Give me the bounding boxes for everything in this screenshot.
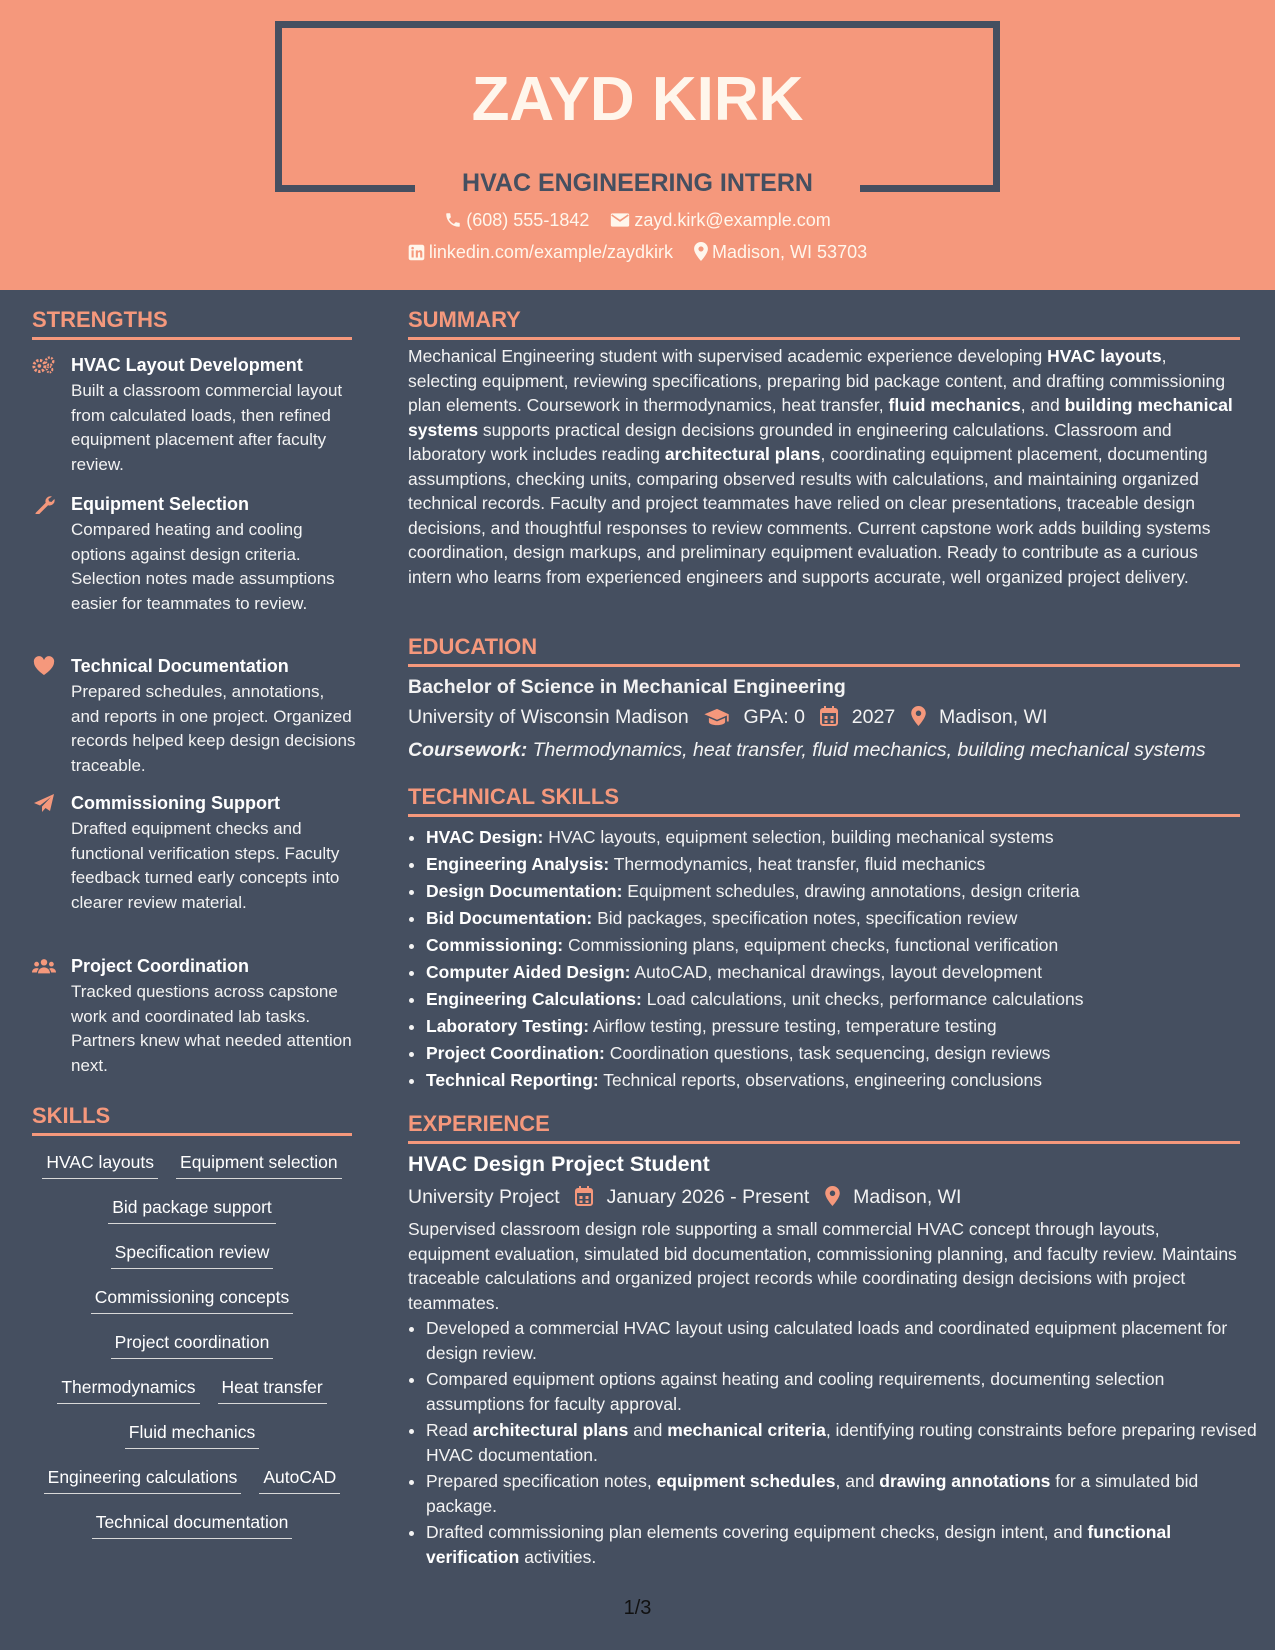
technical-skill-value: Thermodynamics, heat transfer, fluid mechanics bbox=[609, 854, 986, 874]
users-icon bbox=[32, 956, 56, 976]
education-heading: EDUCATION bbox=[408, 634, 538, 659]
strength-title: Technical Documentation bbox=[71, 656, 289, 676]
bold-keyword: mechanical criteria bbox=[667, 1420, 826, 1440]
technical-skill-item bbox=[426, 986, 1258, 1013]
skill-chip: Specification review bbox=[111, 1240, 274, 1269]
resume-header bbox=[0, 0, 1275, 290]
job-bullet bbox=[426, 1469, 1258, 1518]
skill-chip-row bbox=[32, 1510, 352, 1555]
graduation-year: 2027 bbox=[851, 706, 896, 728]
text-run: Compared equipment options against heating and cooling requirements, documenting selection assumptions for faculty approval. bbox=[426, 1369, 1165, 1414]
text-run: Prepared specification notes, bbox=[426, 1471, 657, 1491]
coursework bbox=[408, 736, 1240, 764]
technical-skill-label: Bid Documentation: bbox=[426, 908, 593, 928]
job-bullet bbox=[426, 1367, 1258, 1416]
skill-chip-row bbox=[32, 1465, 352, 1510]
phone-icon bbox=[444, 211, 462, 229]
technical-skill-label: Laboratory Testing: bbox=[426, 1016, 590, 1036]
skill-chip-row bbox=[32, 1195, 352, 1240]
skill-chip: HVAC layouts bbox=[42, 1150, 158, 1179]
technical-skill-value: Coordination questions, task sequencing, design reviews bbox=[604, 1043, 1051, 1063]
text-run: activities. bbox=[519, 1546, 597, 1567]
coursework-list: Thermodynamics, heat transfer, fluid mechanics, building mechanical systems bbox=[527, 739, 1206, 761]
technical-skill-item bbox=[426, 1067, 1258, 1094]
job-dates: January 2026 - Present bbox=[606, 1186, 810, 1208]
skill-chip-row bbox=[32, 1240, 352, 1285]
skill-chip: Thermodynamics bbox=[57, 1375, 199, 1404]
technical-skill-label: Computer Aided Design: bbox=[426, 962, 631, 982]
technical-skill-label: Project Coordination: bbox=[426, 1043, 605, 1063]
coursework-label: Coursework: bbox=[408, 739, 528, 761]
skill-chip-row bbox=[32, 1375, 352, 1420]
school-location: Madison, WI bbox=[939, 706, 1048, 728]
degree-title: Bachelor of Science in Mechanical Engineering bbox=[408, 676, 846, 698]
graduation-cap-icon bbox=[704, 708, 730, 726]
envelope-icon bbox=[610, 211, 630, 229]
experience-heading: EXPERIENCE bbox=[408, 1111, 550, 1136]
candidate-name: ZAYD KIRK bbox=[471, 65, 804, 134]
skill-chip: Heat transfer bbox=[218, 1375, 327, 1404]
technical-skill-value: Airflow testing, pressure testing, temperature testing bbox=[589, 1016, 997, 1036]
skill-chip: Bid package support bbox=[108, 1195, 276, 1224]
technical-skill-label: Engineering Analysis: bbox=[426, 854, 610, 874]
job-location: Madison, WI bbox=[853, 1186, 962, 1208]
job-description: Supervised classroom design role supporting a small commercial HVAC concept through layouts, equipment evaluation, simulated bid documentation, commissioning planning, and faculty review. Maintains traceable calculations and organized project records while coordinating design decisions with project teammates. bbox=[408, 1219, 1237, 1313]
technical-skill-item bbox=[426, 1040, 1258, 1067]
technical-skill-label: Commissioning: bbox=[426, 935, 564, 955]
text-run: Developed a commercial HVAC layout using calculated loads and coordinated equipment placement for design review. bbox=[426, 1318, 1228, 1363]
job-bullet bbox=[426, 1520, 1258, 1569]
contact-row-1 bbox=[0, 207, 1275, 233]
wrench-icon bbox=[32, 494, 56, 514]
gpa-text: GPA: 0 bbox=[743, 706, 805, 728]
skill-chip-row bbox=[32, 1420, 352, 1465]
technical-skill-item bbox=[426, 824, 1258, 851]
email-contact[interactable] bbox=[610, 207, 830, 233]
calendar-icon bbox=[575, 1186, 593, 1206]
heart-icon bbox=[32, 656, 56, 676]
technical-skill-value: HVAC layouts, equipment selection, building mechanical systems bbox=[543, 827, 1054, 847]
technical-skill-item bbox=[426, 959, 1258, 986]
education-rule bbox=[408, 664, 1240, 667]
experience-rule bbox=[408, 1141, 1240, 1144]
email-text: zayd.kirk@example.com bbox=[634, 210, 831, 230]
technical-skills-list bbox=[408, 824, 1258, 1094]
linkedin-text: linkedin.com/example/zaydkirk bbox=[428, 242, 673, 262]
school-name: University of Wisconsin Madison bbox=[408, 706, 689, 728]
technical-skill-value: Technical reports, observations, engineering conclusions bbox=[598, 1070, 1043, 1090]
text-run: , coordinating equipment placement, documenting assumptions, checking units, comparing observed results with calculations, and maintaining organized technical records. Faculty and project teammates have relied on clear presentations, traceable design decisions, and thoughtful responses to review comments. Current capstone work adds building systems coordination, design markups, and preliminary equipment evaluation. Ready to contribute as a curious intern who learns from experienced engineers and supports accurate, well organized project delivery. bbox=[408, 444, 1211, 587]
technical-skill-label: Engineering Calculations: bbox=[426, 989, 642, 1009]
strength-desc: Tracked questions across capstone work and coordinated lab tasks. Partners knew what needed attention next. bbox=[71, 982, 352, 1075]
technical-skill-label: HVAC Design: bbox=[426, 827, 544, 847]
paper-plane-icon bbox=[32, 793, 56, 813]
technical-skill-item bbox=[426, 905, 1258, 932]
technical-skill-item bbox=[426, 878, 1258, 905]
skills-rule bbox=[32, 1133, 352, 1136]
text-run: for a simulated bid package. bbox=[426, 1471, 1199, 1516]
strength-desc: Drafted equipment checks and functional verification steps. Faculty feedback turned early concepts into clearer review material. bbox=[71, 819, 340, 912]
skill-chip: Commissioning concepts bbox=[91, 1285, 294, 1314]
text-run: and bbox=[628, 1420, 668, 1440]
job-title: HVAC Design Project Student bbox=[408, 1152, 710, 1176]
bold-keyword: equipment schedules bbox=[656, 1471, 836, 1491]
skill-chip-row bbox=[32, 1150, 352, 1195]
technical-skill-item bbox=[426, 851, 1258, 878]
skill-chip: Engineering calculations bbox=[44, 1465, 242, 1494]
skills-heading: SKILLS bbox=[32, 1103, 111, 1128]
strength-title: Equipment Selection bbox=[71, 494, 250, 514]
summary-text bbox=[408, 344, 1240, 589]
education-meta bbox=[408, 703, 1240, 731]
bold-keyword: drawing annotations bbox=[879, 1471, 1051, 1491]
map-pin-icon bbox=[694, 242, 708, 261]
candidate-role: HVAC ENGINEERING INTERN bbox=[462, 169, 813, 197]
technical-skill-value: Equipment schedules, drawing annotations, design criteria bbox=[622, 881, 1080, 901]
text-run: , and bbox=[1020, 395, 1065, 415]
technical-skill-label: Technical Reporting: bbox=[426, 1070, 599, 1090]
bold-keyword: HVAC layouts bbox=[1047, 346, 1162, 366]
map-pin-icon bbox=[911, 706, 926, 726]
skill-chip: Project coordination bbox=[111, 1330, 274, 1359]
bold-keyword: architectural plans bbox=[664, 444, 821, 464]
strength-title: Project Coordination bbox=[71, 956, 250, 976]
text-run: Read bbox=[426, 1420, 473, 1440]
strength-title: HVAC Layout Development bbox=[71, 355, 303, 375]
contact-row-2 bbox=[0, 239, 1275, 265]
strength-desc: Built a classroom commercial layout from calculated loads, then refined equipment placement after faculty review. bbox=[71, 381, 343, 474]
gears-icon bbox=[32, 355, 56, 375]
bold-keyword: architectural plans bbox=[472, 1420, 629, 1440]
technical-skill-value: Bid packages, specification notes, specification review bbox=[592, 908, 1018, 928]
map-pin-icon bbox=[825, 1186, 840, 1206]
technical-skill-label: Design Documentation: bbox=[426, 881, 623, 901]
job-org: University Project bbox=[408, 1186, 560, 1208]
skill-chip: AutoCAD bbox=[259, 1465, 340, 1494]
text-run: supports practical design decisions grounded in engineering calculations. Classroom and laboratory work includes reading bbox=[408, 419, 1172, 464]
summary-rule bbox=[408, 337, 1240, 340]
linkedin-icon bbox=[408, 244, 425, 261]
job-bullet bbox=[426, 1418, 1258, 1467]
skill-chip: Technical documentation bbox=[92, 1510, 293, 1539]
skills-chips bbox=[32, 1150, 352, 1555]
strength-desc: Prepared schedules, annotations, and reports in one project. Organized records helped keep design decisions traceable. bbox=[71, 682, 356, 775]
calendar-icon bbox=[820, 706, 838, 726]
text-run: Mechanical Engineering student with supervised academic experience developing bbox=[408, 346, 1048, 366]
bold-keyword: fluid mechanics bbox=[888, 395, 1021, 415]
location-text: Madison, WI 53703 bbox=[712, 242, 868, 262]
skill-chip: Fluid mechanics bbox=[125, 1420, 259, 1449]
technical-skill-value: Load calculations, unit checks, performance calculations bbox=[641, 989, 1084, 1009]
strengths-rule bbox=[32, 337, 352, 340]
phone-contact bbox=[444, 207, 589, 233]
technical-skill-item bbox=[426, 1013, 1258, 1040]
phone-text: (608) 555-1842 bbox=[466, 210, 590, 230]
technical-skills-heading: TECHNICAL SKILLS bbox=[408, 784, 620, 809]
strength-desc: Compared heating and cooling options against design criteria. Selection notes made assumptions easier for teammates to review. bbox=[71, 520, 335, 613]
technical-skill-item bbox=[426, 932, 1258, 959]
strengths-heading: STRENGTHS bbox=[32, 307, 168, 332]
skill-chip-row bbox=[32, 1285, 352, 1330]
strength-title: Commissioning Support bbox=[71, 793, 280, 813]
text-run: , selecting equipment, reviewing specifications, preparing bid package content, and drafting commissioning plan elements. Coursework in thermodynamics, heat transfer, bbox=[408, 346, 1226, 415]
text-run: Drafted commissioning plan elements covering equipment checks, design intent, and bbox=[426, 1522, 1088, 1542]
technical-skill-value: Commissioning plans, equipment checks, functional verification bbox=[563, 935, 1059, 955]
bold-keyword: building mechanical systems bbox=[408, 395, 1233, 440]
summary-heading: SUMMARY bbox=[408, 307, 521, 332]
text-run: , and bbox=[835, 1471, 880, 1491]
text-run: , identifying routing constraints before preparing revised HVAC documentation. bbox=[426, 1420, 1257, 1465]
page-number: 1/3 bbox=[623, 1597, 652, 1619]
job-bullet bbox=[426, 1316, 1258, 1365]
skill-chip: Equipment selection bbox=[176, 1150, 342, 1179]
location-contact bbox=[694, 239, 867, 265]
bold-keyword: functional verification bbox=[426, 1522, 1172, 1567]
job-meta bbox=[408, 1183, 1240, 1211]
skill-chip-row bbox=[32, 1330, 352, 1375]
linkedin-contact[interactable] bbox=[408, 239, 673, 265]
job-bullets bbox=[408, 1316, 1258, 1571]
technical-skill-value: AutoCAD, mechanical drawings, layout development bbox=[630, 962, 1042, 982]
technical-skills-rule bbox=[408, 814, 1240, 817]
